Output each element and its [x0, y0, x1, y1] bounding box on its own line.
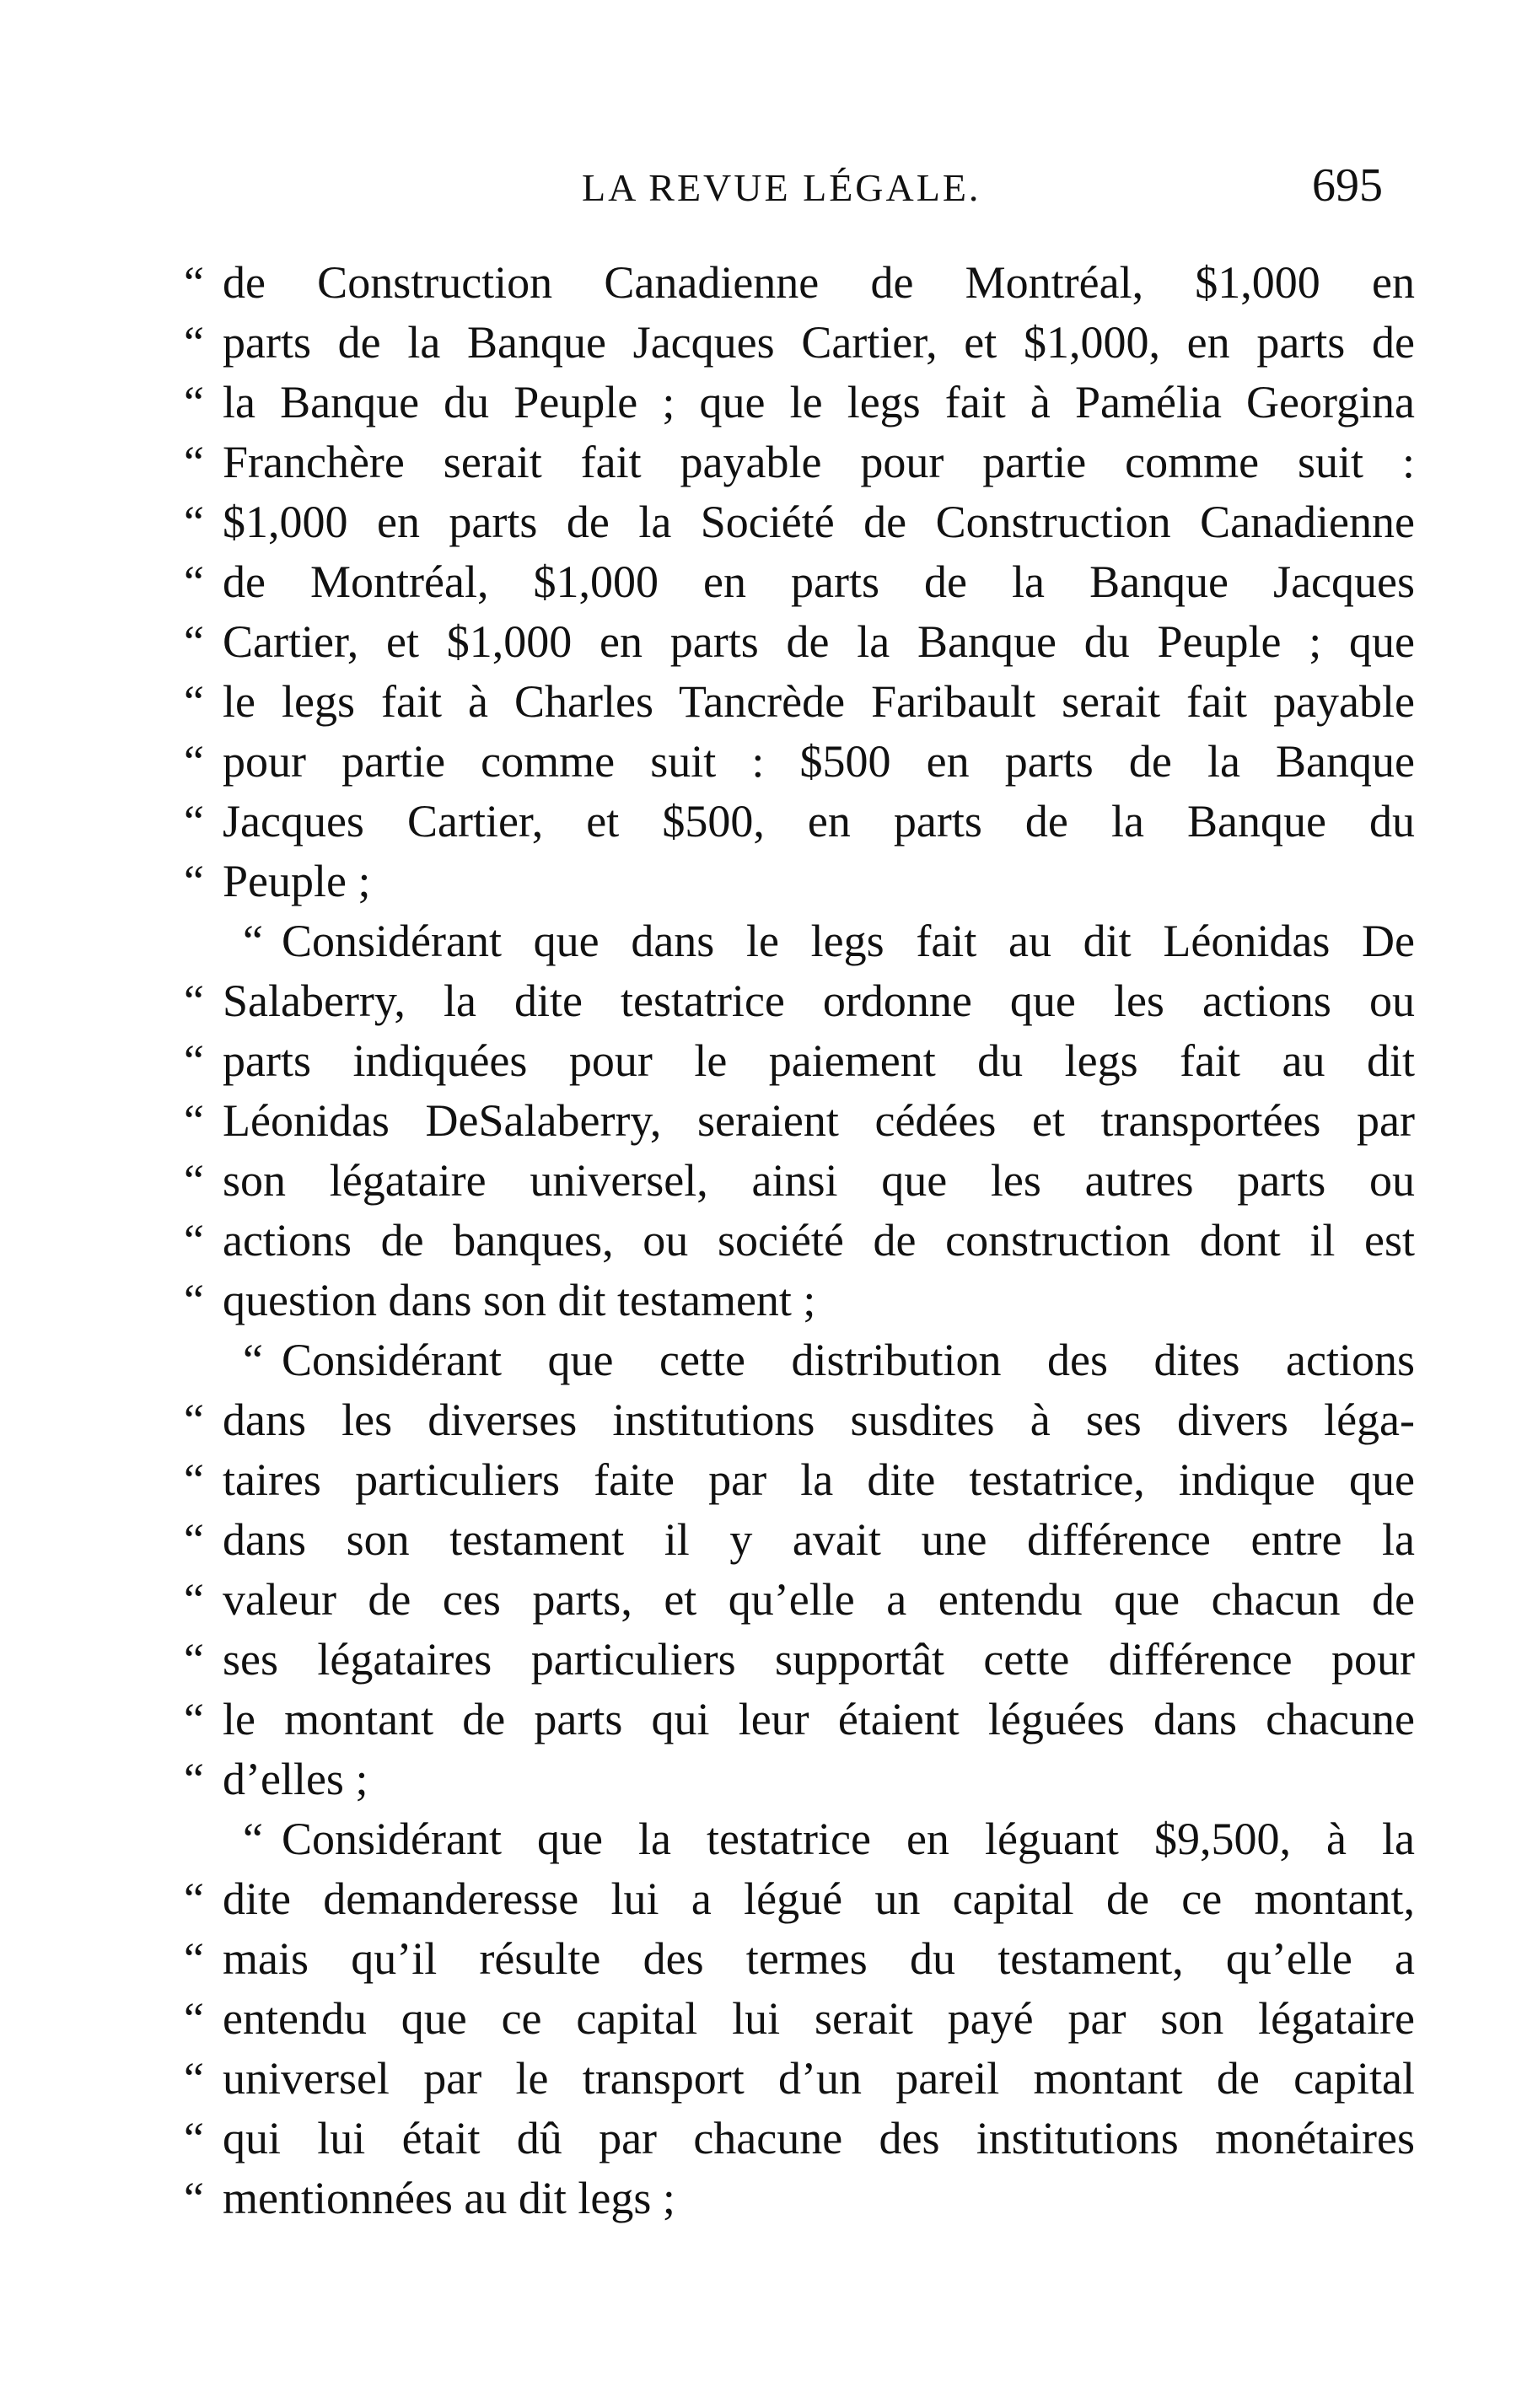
quote-mark: “: [184, 556, 204, 607]
quote-mark: “: [243, 1814, 263, 1864]
line-text: valeur de ces parts, et qu’elle a entendu que chacun de: [223, 1574, 1415, 1625]
quote-mark: “: [184, 1514, 204, 1565]
text-line: [184, 1809, 1415, 1869]
line-text: ses légataires particuliers supportât cette différence pour: [223, 1634, 1415, 1685]
line-text: universel par le transport d’un pareil montant de capital: [223, 2053, 1415, 2104]
line-text: qui lui était dû par chacune des institutions monétaires: [223, 2113, 1415, 2163]
line-text: de Construction Canadienne de Montréal, $1,000 en: [223, 257, 1415, 308]
quote-mark: “: [184, 616, 204, 667]
quote-mark: “: [184, 1454, 204, 1505]
page-header: [219, 159, 1383, 224]
text-line: [184, 911, 1415, 971]
text-line: [184, 1510, 1415, 1570]
text-line: [184, 2169, 1415, 2228]
line-text: d’elles ;: [223, 1754, 368, 1804]
text-line: [184, 1151, 1415, 1211]
quote-mark: “: [184, 1215, 204, 1266]
quote-mark: “: [184, 2113, 204, 2163]
text-line: [184, 1211, 1415, 1271]
quote-mark: “: [184, 1035, 204, 1086]
quote-mark: “: [184, 1155, 204, 1206]
line-text: Jacques Cartier, et $500, en parts de la Banque du: [223, 796, 1415, 847]
line-text: Salaberry, la dite testatrice ordonne que les actions ou: [223, 976, 1415, 1026]
text-line: [184, 313, 1415, 373]
quote-mark: “: [184, 1095, 204, 1146]
text-line: [184, 1390, 1415, 1450]
quote-mark: “: [184, 736, 204, 787]
line-text: taires particuliers faite par la dite testatrice, indique que: [223, 1454, 1415, 1505]
line-text: le legs fait à Charles Tancrède Faribault serait fait payable: [223, 676, 1415, 727]
quote-mark: “: [184, 1754, 204, 1804]
quote-mark: “: [243, 1335, 263, 1385]
line-text: mais qu’il résulte des termes du testament, qu’elle a: [223, 1933, 1415, 1984]
quote-mark: “: [184, 497, 204, 547]
quote-mark: “: [184, 976, 204, 1026]
line-text: Léonidas DeSalaberry, seraient cédées et transportées par: [223, 1095, 1415, 1146]
line-text: mentionnées au dit legs ;: [223, 2173, 675, 2223]
line-text: Considérant que dans le legs fait au dit Léonidas De: [282, 916, 1415, 966]
line-text: Franchère serait fait payable pour partie comme suit :: [223, 437, 1415, 487]
text-line: [184, 552, 1415, 612]
text-line: [184, 1750, 1415, 1809]
text-line: [184, 971, 1415, 1031]
quote-mark: “: [184, 437, 204, 487]
text-line: [184, 2109, 1415, 2169]
running-head: LA REVUE LÉGALE.: [582, 166, 981, 209]
text-line: [184, 732, 1415, 792]
line-text: Considérant que la testatrice en léguant $9,500, à la: [282, 1814, 1415, 1864]
text-line: [184, 1690, 1415, 1750]
line-text: le montant de parts qui leur étaient léguées dans chacune: [223, 1694, 1415, 1744]
page-number: 695: [1312, 159, 1383, 212]
quote-mark: “: [184, 1873, 204, 1924]
text-line: [184, 1031, 1415, 1091]
text-line: [184, 792, 1415, 852]
line-text: actions de banques, ou société de construction dont il est: [223, 1215, 1415, 1266]
line-text: la Banque du Peuple ; que le legs fait à Pamélia Georgina: [223, 377, 1415, 427]
text-line: [184, 1271, 1415, 1330]
quote-mark: “: [243, 916, 263, 966]
quote-mark: “: [184, 1395, 204, 1445]
text-line: [184, 373, 1415, 433]
line-text: Peuple ;: [223, 856, 371, 906]
quote-mark: “: [184, 1993, 204, 2044]
text-line: [184, 492, 1415, 552]
text-line: [184, 2049, 1415, 2109]
quote-mark: “: [184, 676, 204, 727]
quote-mark: “: [184, 2053, 204, 2104]
quote-mark: “: [184, 1574, 204, 1625]
text-line: [184, 852, 1415, 911]
quote-mark: “: [184, 2173, 204, 2223]
quote-mark: “: [184, 377, 204, 427]
text-line: [184, 253, 1415, 313]
quote-mark: “: [184, 257, 204, 308]
text-line: [184, 1630, 1415, 1690]
body-text: [184, 253, 1415, 2228]
line-text: dans les diverses institutions susdites à ses divers léga-: [223, 1395, 1415, 1445]
line-text: pour partie comme suit : $500 en parts de la Banque: [223, 736, 1415, 787]
text-line: [184, 1091, 1415, 1151]
quote-mark: “: [184, 317, 204, 368]
line-text: Considérant que cette distribution des dites actions: [282, 1335, 1415, 1385]
text-line: [184, 1450, 1415, 1510]
quote-mark: “: [184, 1694, 204, 1744]
line-text: son légataire universel, ainsi que les autres parts ou: [223, 1155, 1415, 1206]
line-text: parts indiquées pour le paiement du legs fait au dit: [223, 1035, 1415, 1086]
text-line: [184, 1330, 1415, 1390]
quote-mark: “: [184, 1933, 204, 1984]
text-line: [184, 672, 1415, 732]
quote-mark: “: [184, 1634, 204, 1685]
quote-mark: “: [184, 1275, 204, 1325]
quote-mark: “: [184, 796, 204, 847]
line-text: parts de la Banque Jacques Cartier, et $1,000, en parts de: [223, 317, 1415, 368]
text-line: [184, 1570, 1415, 1630]
text-line: [184, 433, 1415, 492]
text-line: [184, 1929, 1415, 1989]
text-line: [184, 612, 1415, 672]
line-text: Cartier, et $1,000 en parts de la Banque du Peuple ; que: [223, 616, 1415, 667]
line-text: entendu que ce capital lui serait payé par son légataire: [223, 1993, 1415, 2044]
line-text: question dans son dit testament ;: [223, 1275, 816, 1325]
line-text: dite demanderesse lui a légué un capital de ce montant,: [223, 1873, 1415, 1924]
line-text: de Montréal, $1,000 en parts de la Banque Jacques: [223, 556, 1415, 607]
line-text: dans son testament il y avait une différence entre la: [223, 1514, 1415, 1565]
text-line: [184, 1869, 1415, 1929]
text-line: [184, 1989, 1415, 2049]
line-text: $1,000 en parts de la Société de Construction Canadienne: [223, 497, 1415, 547]
quote-mark: “: [184, 856, 204, 906]
